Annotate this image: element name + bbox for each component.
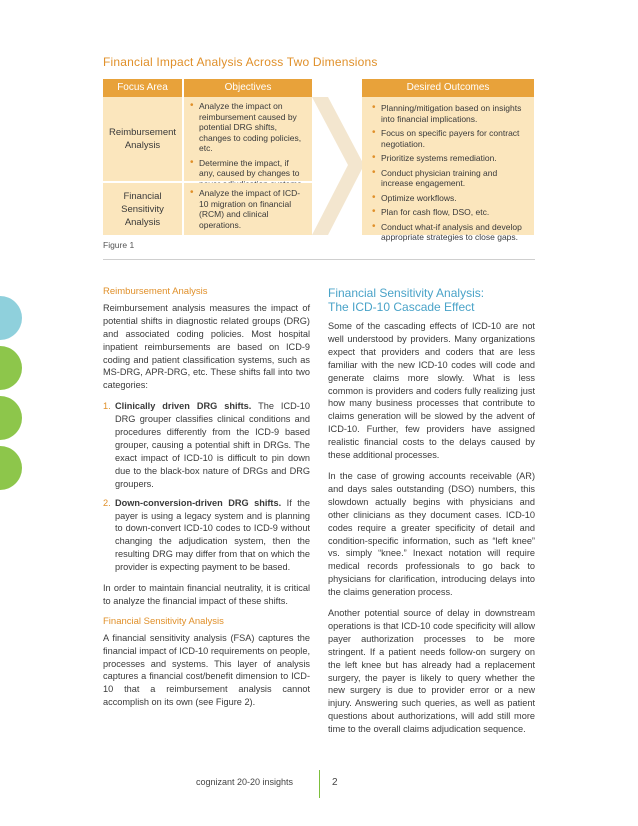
list-item-bold: Down-conversion-driven DRG shifts. — [115, 497, 282, 508]
list-item-text: The ICD-10 DRG grouper classifies clinical conditions and procedures differently from the ICD-9 based grouper, causing a potential shift in DRGs. The exact impact of ICD-10 is difficult to pin down due to the black-box nature of DRGs and DRG groupers. — [115, 401, 310, 489]
header-focus-area: Focus Area — [103, 79, 182, 97]
section-heading-reimbursement: Reimbursement Analysis — [103, 286, 208, 297]
heading-line-2: The ICD-10 Cascade Effect — [328, 300, 475, 314]
paragraph: In the case of growing accounts receivable (AR) and days sales outstanding (DSO) numbers, this slowdown actually begins with physicians and other clinicians as they document cases. ICD-10 codes require a greater specificity of detail and condition-specific information, such as “left knee” vs. simply “knee.” Inexact notation will require medical records professionals to go back to physicians for clarification, introducing delays into the claims generation process. — [328, 470, 535, 598]
list-item — [103, 400, 310, 490]
left-column — [103, 286, 310, 717]
paragraph: Another potential source of delay in downstream operations is that ICD-10 code specificity will allow payer authorization processes to be more stringent. If a patient needs follow-on surgery on the left knee but has already had a replacement surgery, the payer is likely to query whether the new surgery is due to provider error or a new injury. Answering such queries, as well as patient questions about authorizations, will add still more time to the overall claims adjudication sequence. — [328, 608, 535, 735]
outcome-item: • Planning/mitigation based on insights into financial implications. — [372, 103, 526, 124]
section-heading-fsa: Financial Sensitivity Analysis — [103, 615, 224, 627]
paragraph: Some of the cascading effects of ICD-10 are not well understood by providers. Many organizations expect that providers and coders that are less familiar with the new ICD-10 codes will code and generate claims more slowly. What is less common is providers and coders fully realizing just how many business processes that contribute to claims generation will be slowed by the advent of ICD-10. Further, few providers have assigned realistic financial costs to the delays caused by these additional processes. — [328, 321, 535, 461]
list-item-bold: Clinically driven DRG shifts. — [115, 401, 252, 412]
objective-item: • Determine the impact, if any, caused by changes to — [190, 158, 306, 190]
decorative-circle-blue — [0, 296, 22, 340]
chevron-arrow-icon — [310, 79, 366, 237]
header-desired-outcomes: Desired Outcomes — [362, 79, 534, 97]
paragraph: Reimbursement analysis measures the impact of potential shifts in diagnostic related groups (DRG) and associated coding policies. Most hospital inpatient reimbursements are based on ICD-9 coding and patient classification systems, such as MS-DRG, APR-DRG, etc. These shifts fall into two categories: — [103, 302, 310, 391]
objective-item: • Analyze the impact on reimbursement caused by potential DRG shifts, changes to coding policies, etc. — [190, 101, 306, 154]
objectives-cell-financial-sensitivity — [184, 183, 312, 235]
outcome-item: • Optimize workflows. — [372, 193, 526, 204]
figure-caption: Figure 1 — [103, 240, 135, 250]
page-number: 2 — [332, 777, 338, 788]
outcome-item: • Conduct physician training and increase engagement. — [372, 168, 526, 189]
list-number: 2. — [103, 497, 111, 508]
focus-cell-financial-sensitivity — [103, 183, 182, 235]
outcome-item: • Prioritize systems remediation. — [372, 153, 526, 164]
focus-cell-reimbursement — [103, 97, 182, 181]
paragraph: In order to maintain financial neutrality, it is critical to analyze the financial impact of these shifts. — [103, 583, 310, 606]
heading-line-1: Financial Sensitivity Analysis: — [328, 286, 485, 300]
list-item — [103, 497, 310, 574]
objectives-cell-reimbursement — [184, 97, 312, 181]
decorative-circle-green-1 — [0, 346, 22, 390]
divider — [103, 259, 535, 260]
focus-label: Reimbursement Analysis — [108, 127, 177, 151]
focus-label: Financial Sensitivity Analysis — [121, 190, 164, 228]
decorative-circle-green-3 — [0, 446, 22, 490]
objective-item: • Analyze the impact of ICD-10 migration on financial (RCM) and clinical operations. — [190, 188, 306, 230]
list-item-text: If the payer is using a legacy system and is planning to down-convert ICD-10 codes to ICD-9 without changing the adjudication system, then the resulting DRG may differ from that on which the provider is expecting payment to be based. — [115, 497, 310, 573]
right-column — [328, 286, 535, 744]
list-number: 1. — [103, 401, 111, 412]
section-heading-cascade — [328, 286, 535, 314]
outcome-item: • Plan for cash flow, DSO, etc. — [372, 207, 526, 218]
outcome-item: • Focus on specific payers for contract negotiation. — [372, 128, 526, 149]
figure-title: Financial Impact Analysis Across Two Dimensions — [103, 55, 378, 69]
footer-brand: cognizant 20-20 insights — [196, 777, 294, 787]
outcomes-cell — [362, 97, 534, 242]
decorative-circle-green-2 — [0, 396, 22, 440]
outcomes-list — [372, 103, 526, 243]
footer-divider — [319, 770, 320, 798]
outcome-item: • Conduct what-if analysis and develop appropriate strategies to close gaps. — [372, 222, 526, 243]
paragraph: A financial sensitivity analysis (FSA) captures the financial impact of ICD-10 requirements on people, processes and systems. This layer of analysis captures a financial cost/benefit dimension to ICD-10 that a reimbursement analysis cannot accomplish on its own (see Figure 2). — [103, 632, 310, 708]
header-objectives: Objectives — [184, 79, 312, 97]
